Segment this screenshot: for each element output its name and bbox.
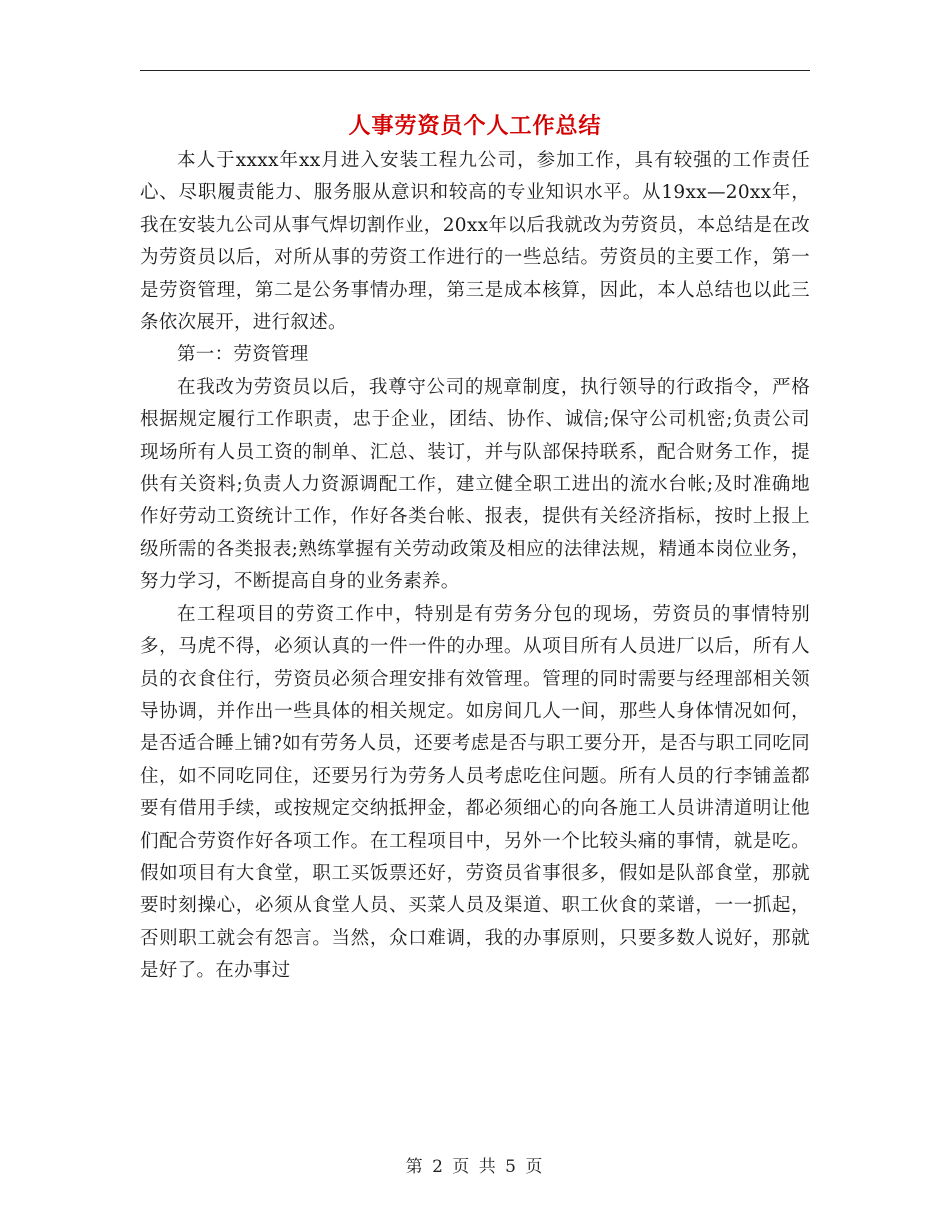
header-rule — [140, 70, 810, 71]
paragraph-duties: 在我改为劳资员以后，我尊守公司的规章制度，执行领导的行政指令，严格根据规定履行工作职责，忠于企业，团结、协作、诚信;保守公司机密;负责公司现场所有人员工资的制单、汇总、装订，并与队部保持联系，配合财务工作，提供有关资料;负责人力资源调配工作，建立健全职工进出的流水台帐;及时准确地作好劳动工资统计工作，作好各类台帐、报表，提供有关经济指标，按时上报上级所需的各类报表;熟练掌握有关劳动政策及相应的法律法规，精通本岗位业务，努力学习，不断提高自身的业务素养。 — [140, 376, 810, 593]
section-heading-labor-management: 第一：劳资管理 — [177, 344, 309, 366]
paragraph-intro: 本人于xxxx年xx月进入安装工程九公司，参加工作，具有较强的工作责任心、尽职履责能力、服务服从意识和较高的专业知识水平。从19xx—20xx年，我在安装九公司从事气焊切割作业，20xx年以后我就改为劳资员，本总结是在改为劳资员以后，对所从事的劳资工作进行的一些总结。劳资员的主要工作，第一是劳资管理，第二是公务事情办理，第三是成本核算，因此，本人总结也以此三条依次展开，进行叙述。 — [140, 150, 810, 334]
page-footer: 第 2 页 共 5 页 — [405, 1157, 545, 1177]
document-title: 人事劳资员个人工作总结 — [348, 113, 602, 139]
document-body — [140, 145, 810, 988]
paragraph-project-work: 在工程项目的劳资工作中，特别是有劳务分包的现场，劳资员的事情特别多，马虎不得，必须认真的一件一件的办理。从项目所有人员进厂以后，所有人员的衣食住行，劳资员必须合理安排有效管理。管理的同时需要与经理部相关领导协调，并作出一些具体的相关规定。如房间几人一间，那些人身体情况如何，是否适合睡上铺?如有劳务人员，还要考虑是否与职工要分开，是否与职工同吃同住，如不同吃同住，还要另行为劳务人员考虑吃住问题。所有人员的行李铺盖都要有借用手续，或按规定交纳抵押金，都必须细心的向各施工人员讲清道明让他们配合劳资作好各项工作。在工程项目中，另外一个比较头痛的事情，就是吃。假如项目有大食堂，职工买饭票还好，劳资员省事很多，假如是队部食堂，那就要时刻操心，必须从食堂人员、买菜人员及渠道、职工伙食的菜谱，一一抓起，否则职工就会有怨言。当然，众口难调，我的办事原则，只要多数人说好，那就是好了。在办事过 — [140, 603, 810, 982]
